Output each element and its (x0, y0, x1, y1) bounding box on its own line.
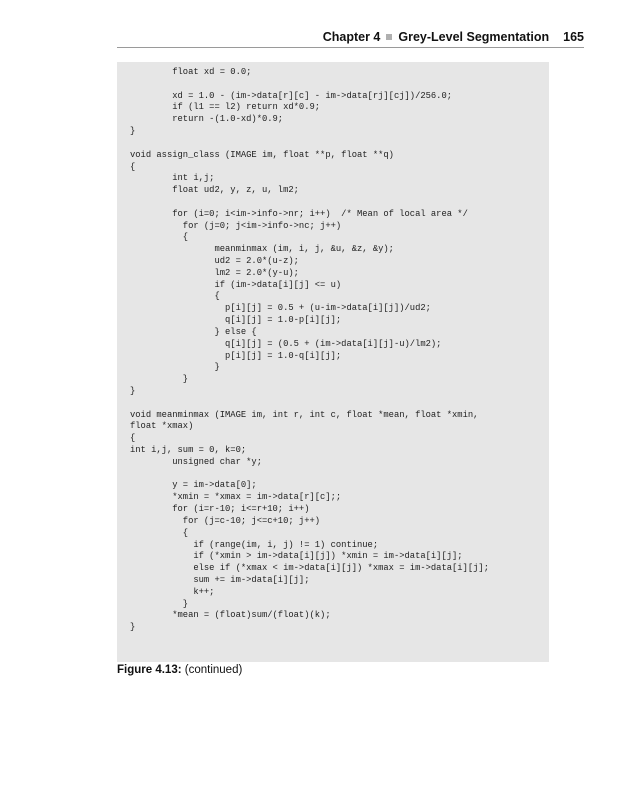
figure-caption-text: (continued) (184, 664, 243, 676)
code-line: for (i=r-10; i<=r+10; i++) (130, 504, 310, 515)
code-line: meanminmax (im, i, j, &u, &z, &y); (130, 244, 394, 255)
code-line: } (130, 385, 136, 396)
code-line: float xd = 0.0; (130, 67, 252, 77)
header-rule (117, 47, 584, 48)
code-line: { (130, 161, 136, 172)
code-line: p[i][j] = 0.5 + (u-im->data[i][j])/ud2; (130, 303, 431, 314)
code-line: int i,j, sum = 0, k=0; (130, 445, 247, 455)
code-line: if (*xmin > im->data[i][j]) *xmin = im->data[i][j]; (130, 551, 463, 562)
code-line: } (130, 622, 136, 633)
code-line: { (130, 433, 136, 444)
chapter-label: Chapter 4 (322, 30, 381, 44)
code-line: y = im->data[0]; (130, 480, 257, 491)
code-line: } else { (130, 326, 257, 337)
header-separator (386, 34, 392, 40)
code-listing (130, 67, 489, 634)
code-line: if (l1 == l2) return xd*0.9; (130, 102, 321, 113)
code-line: lm2 = 2.0*(y-u); (130, 267, 299, 278)
code-line: } (130, 374, 189, 385)
figure-caption (117, 664, 242, 676)
running-header (117, 30, 584, 46)
code-line: p[i][j] = 1.0-q[i][j]; (130, 350, 342, 361)
code-line: { (130, 527, 189, 538)
code-line: q[i][j] = (0.5 + (im->data[i][j]-u)/lm2); (130, 338, 442, 349)
code-line: void assign_class (IMAGE im, float **p, float **q) (130, 149, 394, 160)
code-line: return -(1.0-xd)*0.9; (130, 114, 284, 125)
code-line: int i,j; (130, 173, 215, 184)
figure-label: Figure 4.13: (117, 664, 182, 676)
code-line: } (130, 362, 220, 373)
code-line: { (130, 232, 189, 243)
code-line: if (im->data[i][j] <= u) (130, 279, 342, 290)
code-line: float ud2, y, z, u, lm2; (130, 185, 299, 196)
code-line: for (j=0; j<im->info->nc; j++) (130, 220, 342, 231)
code-line: if (range(im, i, j) != 1) continue; (130, 539, 379, 550)
code-line: { (130, 291, 220, 302)
code-line: sum += im->data[i][j]; (130, 574, 310, 585)
code-line: } (130, 598, 189, 609)
code-line: float *xmax) (130, 421, 194, 432)
code-line: } (130, 126, 136, 137)
code-line: *xmin = *xmax = im->data[r][c];; (130, 492, 342, 503)
page-number: 165 (563, 30, 584, 44)
code-listing-box (117, 62, 549, 662)
chapter-title: Grey-Level Segmentation (398, 30, 550, 44)
code-line: *mean = (float)sum/(float)(k); (130, 610, 331, 621)
code-line: ud2 = 2.0*(u-z); (130, 256, 299, 266)
code-line: k++; (130, 586, 215, 597)
code-line: for (i=0; i<im->info->nr; i++) /* Mean of local area */ (130, 208, 468, 219)
code-line: void meanminmax (IMAGE im, int r, int c, float *mean, float *xmin, (130, 409, 479, 420)
code-line: else if (*xmax < im->data[i][j]) *xmax = im->data[i][j]; (130, 563, 489, 574)
code-line: unsigned char *y; (130, 456, 262, 467)
code-line: for (j=c-10; j<=c+10; j++) (130, 515, 321, 526)
code-line: q[i][j] = 1.0-p[i][j]; (130, 315, 342, 326)
code-line: xd = 1.0 - (im->data[r][c] - im->data[rj][cj])/256.0; (130, 90, 453, 101)
